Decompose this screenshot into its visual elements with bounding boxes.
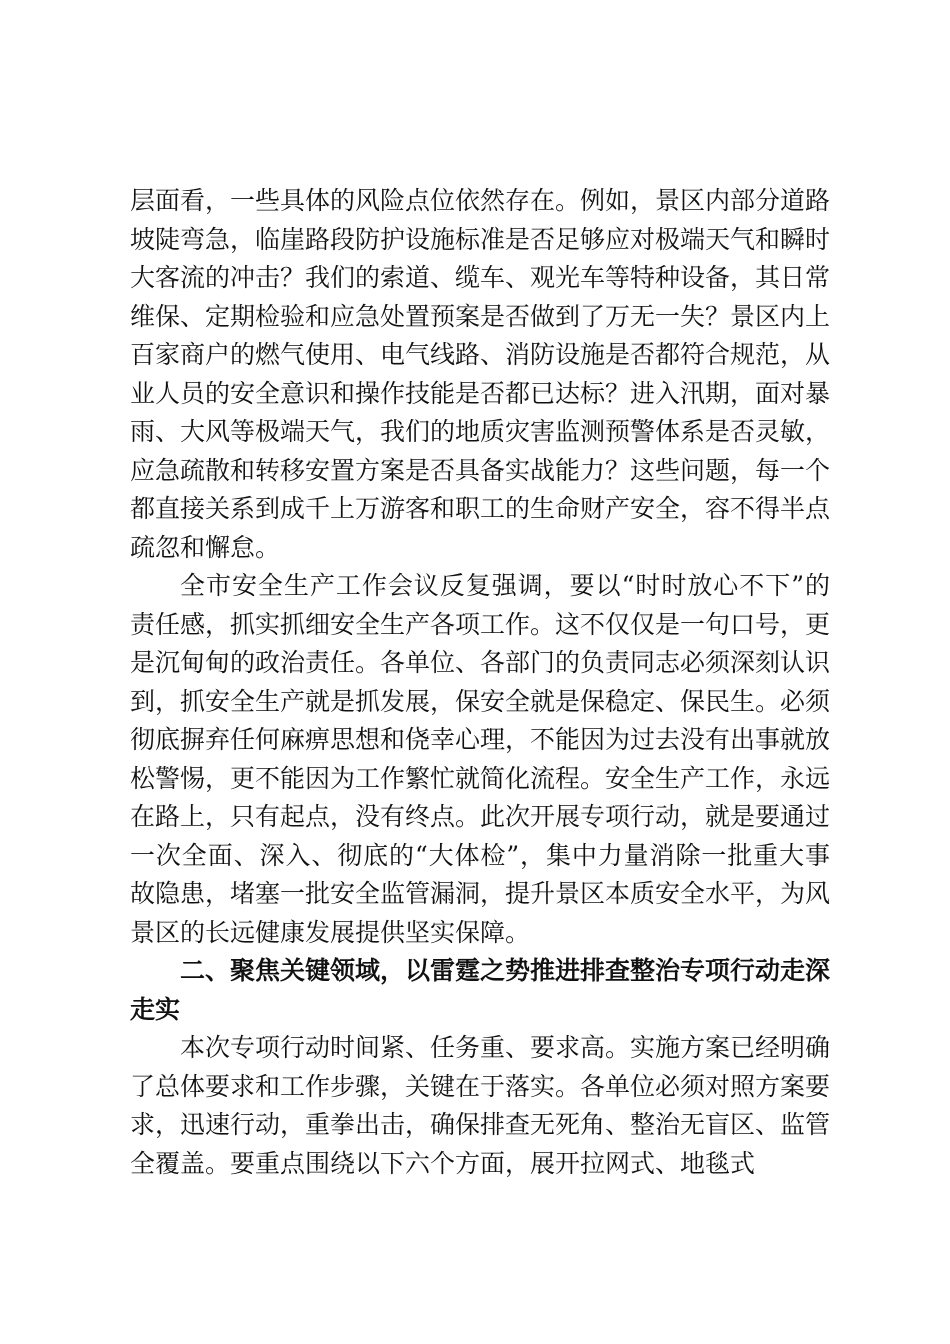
- paragraph-risk-points: 层面看，一些具体的风险点位依然存在。例如，景区内部分道路坡陡弯急，临崖路段防护设施标准是否足够应对极端天气和瞬时大客流的冲击？我们的索道、缆车、观光车等特种设备，其日常维保、定期检验和应急处置预案是否做到了万无一失？景区内上百家商户的燃气使用、电气线路、消防设施是否都符合规范，从业人员的安全意识和操作技能是否都已达标？进入汛期，面对暴雨、大风等极端天气，我们的地质灾害监测预警体系是否灵敏，应急疏散和转移安置方案是否具备实战能力？这些问题，每一个都直接关系到成千上万游客和职工的生命财产安全，容不得半点疏忽和懈怠。: [130, 186, 831, 562]
- paragraph-action-plan: 本次专项行动时间紧、任务重、要求高。实施方案已经明确了总体要求和工作步骤，关键在于落实。各单位必须对照方案要求，迅速行动，重拳出击，确保排查无死角、整治无盲区、监管全覆盖。要重点围绕以下六个方面，展开拉网式、地毯式: [130, 1033, 831, 1178]
- paragraph-responsibility: 全市安全生产工作会议反复强调，要以“时时放心不下”的责任感，抓实抓细安全生产各项工作。这不仅仅是一句口号，更是沉甸甸的政治责任。各单位、各部门的负责同志必须深刻认识到，抓安全生产就是抓发展，保安全就是保稳定、保民生。必须彻底摒弃任何麻痹思想和侥幸心理，不能因为过去没有出事就放松警惕，更不能因为工作繁忙就简化流程。安全生产工作，永远在路上，只有起点，没有终点。此次开展专项行动，就是要通过一次全面、深入、彻底的“大体检”，集中力量消除一批重大事故隐患，堵塞一批安全监管漏洞，提升景区本质安全水平，为风景区的长远健康发展提供坚实保障。: [130, 571, 831, 947]
- section-heading: 二、聚焦关键领域，以雷霆之势推进排查整治专项行动走深走实: [130, 956, 831, 1024]
- document-body: [130, 182, 830, 1183]
